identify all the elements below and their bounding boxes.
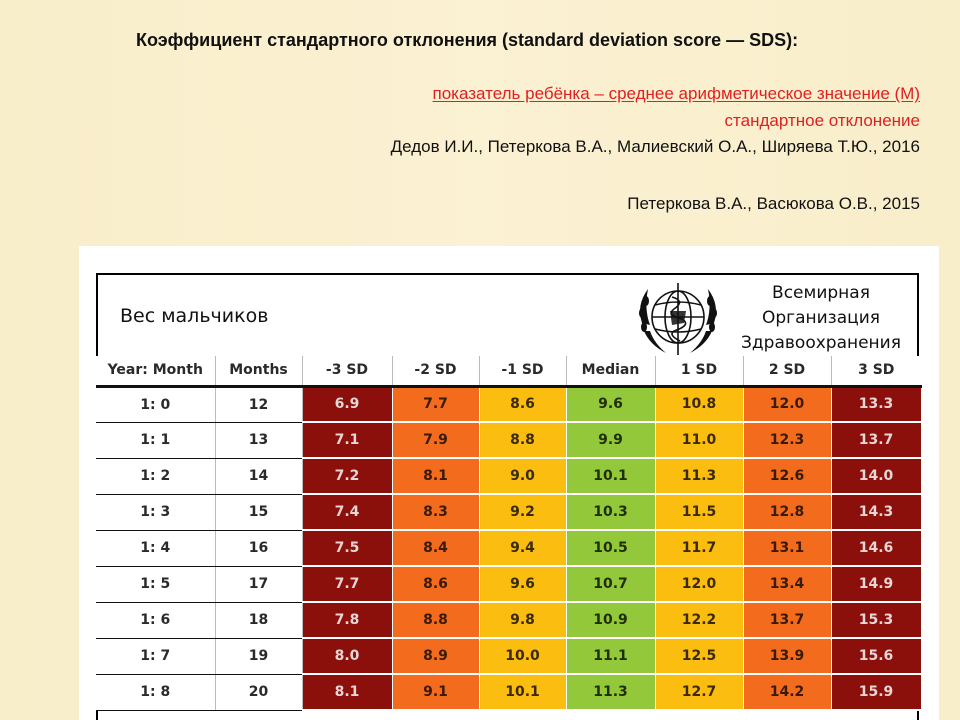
slide-title: Коэффициент стандартного отклонения (standard deviation score — SDS): <box>136 30 799 50</box>
cell-year-month: 1: 6 <box>96 602 215 638</box>
table-row <box>96 566 921 602</box>
cell-1sd: 11.3 <box>655 458 743 494</box>
cell-year-month: 1: 0 <box>96 386 215 422</box>
table-row <box>96 530 921 566</box>
organization-name-line-2: Организация <box>762 308 880 328</box>
cell-2sd: 13.4 <box>743 566 831 602</box>
column-header-2sd: 2 SD <box>743 356 831 386</box>
cell-year-month: 1: 4 <box>96 530 215 566</box>
cell-minus-3sd: 6.9 <box>302 386 392 422</box>
cell-months: 12 <box>215 386 302 422</box>
cell-months: 18 <box>215 602 302 638</box>
cell-2sd: 12.0 <box>743 386 831 422</box>
cell-minus-3sd: 8.1 <box>302 674 392 710</box>
cell-months: 20 <box>215 674 302 710</box>
who-weight-table-panel <box>79 246 939 720</box>
cell-minus-1sd: 9.2 <box>479 494 566 530</box>
cell-year-month: 1: 1 <box>96 422 215 458</box>
organization-name <box>728 281 914 356</box>
cell-3sd: 14.0 <box>831 458 921 494</box>
column-header-year-month: Year: Month <box>96 356 215 386</box>
cell-months: 17 <box>215 566 302 602</box>
cell-minus-1sd: 8.8 <box>479 422 566 458</box>
column-header-1sd: 1 SD <box>655 356 743 386</box>
table-row <box>96 674 921 710</box>
table-row <box>96 638 921 674</box>
cell-3sd: 15.9 <box>831 674 921 710</box>
cell-1sd: 12.2 <box>655 602 743 638</box>
cell-3sd: 15.3 <box>831 602 921 638</box>
cell-minus-2sd: 9.1 <box>392 674 479 710</box>
cell-minus-3sd: 7.1 <box>302 422 392 458</box>
cell-median: 10.3 <box>566 494 655 530</box>
cell-minus-2sd: 8.8 <box>392 602 479 638</box>
cell-1sd: 12.7 <box>655 674 743 710</box>
cell-3sd: 14.6 <box>831 530 921 566</box>
cell-minus-3sd: 8.0 <box>302 638 392 674</box>
table-row <box>96 386 921 422</box>
cell-minus-3sd: 7.4 <box>302 494 392 530</box>
table-row <box>96 494 921 530</box>
cell-year-month: 1: 3 <box>96 494 215 530</box>
organization-name-line-3: Здравоохранения <box>741 333 901 353</box>
cell-year-month: 1: 7 <box>96 638 215 674</box>
cell-2sd: 14.2 <box>743 674 831 710</box>
cell-minus-1sd: 9.8 <box>479 602 566 638</box>
cell-minus-2sd: 7.9 <box>392 422 479 458</box>
table-row <box>96 458 921 494</box>
cell-1sd: 12.5 <box>655 638 743 674</box>
cell-1sd: 11.0 <box>655 422 743 458</box>
weight-for-age-table <box>96 356 922 711</box>
cell-minus-2sd: 8.4 <box>392 530 479 566</box>
reference-1: Дедов И.И., Петеркова В.А., Малиевский О.А., Ширяева Т.Ю., 2016 <box>390 137 920 156</box>
cell-months: 16 <box>215 530 302 566</box>
column-header-3sd: 3 SD <box>831 356 921 386</box>
formula-numerator: показатель ребёнка – среднее арифметическое значение (М) <box>432 84 920 103</box>
cell-3sd: 15.6 <box>831 638 921 674</box>
cell-2sd: 13.9 <box>743 638 831 674</box>
cell-minus-3sd: 7.8 <box>302 602 392 638</box>
column-header-minus-1sd: -1 SD <box>479 356 566 386</box>
cell-minus-1sd: 9.4 <box>479 530 566 566</box>
cell-minus-1sd: 9.6 <box>479 566 566 602</box>
cell-median: 9.6 <box>566 386 655 422</box>
cell-months: 14 <box>215 458 302 494</box>
cell-median: 10.9 <box>566 602 655 638</box>
cell-minus-3sd: 7.2 <box>302 458 392 494</box>
cell-minus-2sd: 8.3 <box>392 494 479 530</box>
column-header-median: Median <box>566 356 655 386</box>
column-header-months: Months <box>215 356 302 386</box>
cell-median: 9.9 <box>566 422 655 458</box>
cell-2sd: 12.3 <box>743 422 831 458</box>
cell-2sd: 13.7 <box>743 602 831 638</box>
cell-median: 11.3 <box>566 674 655 710</box>
table-row <box>96 422 921 458</box>
cell-months: 15 <box>215 494 302 530</box>
cell-1sd: 11.5 <box>655 494 743 530</box>
cell-year-month: 1: 2 <box>96 458 215 494</box>
reference-2: Петеркова В.А., Васюкова О.В., 2015 <box>627 194 920 213</box>
cell-minus-1sd: 10.1 <box>479 674 566 710</box>
cell-minus-2sd: 8.1 <box>392 458 479 494</box>
cell-year-month: 1: 8 <box>96 674 215 710</box>
cell-minus-2sd: 8.9 <box>392 638 479 674</box>
cell-1sd: 11.7 <box>655 530 743 566</box>
cell-year-month: 1: 5 <box>96 566 215 602</box>
cell-1sd: 10.8 <box>655 386 743 422</box>
cell-2sd: 13.1 <box>743 530 831 566</box>
organization-name-line-1: Всемирная <box>772 283 870 303</box>
cell-median: 10.1 <box>566 458 655 494</box>
column-header-minus-3sd: -3 SD <box>302 356 392 386</box>
who-emblem-icon <box>630 275 726 365</box>
cell-minus-1sd: 10.0 <box>479 638 566 674</box>
cell-median: 10.7 <box>566 566 655 602</box>
table-title: Вес мальчиков <box>120 305 269 327</box>
table-header-row <box>96 356 921 386</box>
table-row <box>96 602 921 638</box>
cell-median: 10.5 <box>566 530 655 566</box>
cell-months: 13 <box>215 422 302 458</box>
cell-median: 11.1 <box>566 638 655 674</box>
cell-3sd: 14.3 <box>831 494 921 530</box>
cell-months: 19 <box>215 638 302 674</box>
cell-minus-1sd: 8.6 <box>479 386 566 422</box>
cell-3sd: 14.9 <box>831 566 921 602</box>
cell-2sd: 12.8 <box>743 494 831 530</box>
cell-minus-3sd: 7.7 <box>302 566 392 602</box>
cell-minus-1sd: 9.0 <box>479 458 566 494</box>
cell-3sd: 13.7 <box>831 422 921 458</box>
cell-minus-2sd: 8.6 <box>392 566 479 602</box>
cell-1sd: 12.0 <box>655 566 743 602</box>
cell-2sd: 12.6 <box>743 458 831 494</box>
cell-3sd: 13.3 <box>831 386 921 422</box>
column-header-minus-2sd: -2 SD <box>392 356 479 386</box>
cell-minus-3sd: 7.5 <box>302 530 392 566</box>
cell-minus-2sd: 7.7 <box>392 386 479 422</box>
formula-denominator: стандартное отклонение <box>724 111 920 130</box>
